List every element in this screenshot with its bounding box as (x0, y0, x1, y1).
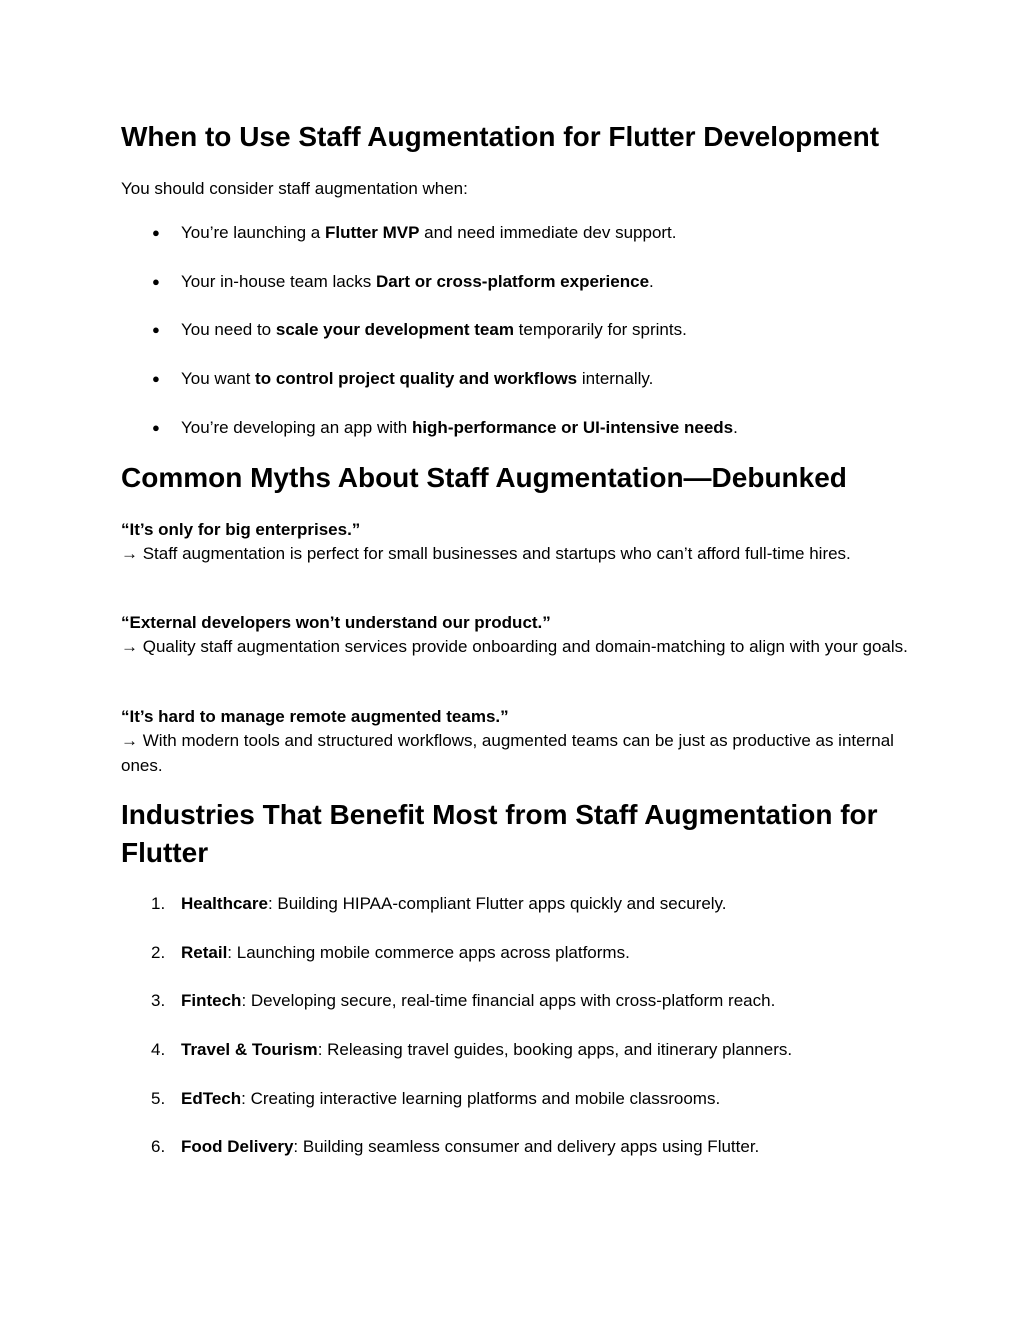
list-item-text: . (733, 417, 738, 437)
myth-answer: → Quality staff augmentation services provide onboarding and domain-matching to align with your goals. (121, 637, 908, 656)
list-item-text: Your in-house team lacks (181, 271, 376, 291)
bullet-icon: ● (152, 225, 160, 240)
bullet-icon: ● (152, 419, 160, 435)
myth-item (121, 611, 911, 660)
list-item (121, 1039, 911, 1061)
list-item (121, 1136, 911, 1158)
industry-name: Travel & Tourism (181, 1040, 318, 1060)
list-item-emphasis: to control project quality and workflows (255, 369, 578, 389)
list-item (121, 1088, 911, 1110)
myth-quote: “External developers won’t understand our product.” (121, 613, 551, 632)
myth-quote: “It’s only for big enterprises.” (121, 520, 361, 539)
section-heading-industries: Industries That Benefit Most from Staff Augmentation for Flutter (121, 799, 878, 868)
list-number: 6. (151, 1137, 166, 1157)
list-number: 1. (151, 894, 166, 913)
list-item (121, 319, 911, 341)
bullet-icon: ● (152, 322, 160, 338)
list-number: 5. (151, 1088, 166, 1108)
list-number: 4. (151, 1040, 166, 1060)
list-item-emphasis: Dart or cross-platform experience (375, 271, 650, 291)
list-item (121, 942, 911, 964)
bullet-icon: ● (152, 273, 160, 289)
list-item-emphasis: high-performance or UI-intensive needs (411, 417, 734, 437)
list-item-text: temporarily for sprints. (513, 320, 687, 340)
industry-name: Healthcare (181, 894, 268, 913)
list-item (121, 417, 911, 439)
industry-name: Retail (181, 942, 228, 962)
myth-item (121, 705, 911, 778)
list-item (121, 271, 911, 293)
section-heading-common-myths: Common Myths About Staff Augmentation—Debunked (121, 462, 847, 493)
industry-description: : Building seamless consumer and delivery apps using Flutter. (293, 1137, 760, 1157)
section-heading-when-to-use: When to Use Staff Augmentation for Flutter Development (121, 121, 880, 152)
list-item (121, 990, 911, 1012)
myth-answer: → With modern tools and structured workflows, augmented teams can be just as productive as internal ones. (121, 731, 894, 775)
list-item (121, 222, 911, 244)
numbered-list (121, 893, 911, 1185)
industry-name: Fintech (181, 991, 242, 1011)
industry-name: EdTech (181, 1088, 242, 1108)
bullet-icon: ● (152, 371, 160, 387)
list-item (121, 893, 911, 915)
myth-quote: “It’s hard to manage remote augmented teams.” (121, 707, 509, 726)
industry-name: Food Delivery (181, 1137, 294, 1157)
list-item-text: You need to (181, 320, 276, 340)
industry-description: : Releasing travel guides, booking apps, and itinerary planners. (317, 1040, 793, 1060)
bullet-list (121, 222, 911, 465)
list-item-text: and need immediate dev support. (419, 223, 677, 242)
list-number: 3. (151, 991, 166, 1011)
myth-answer: → Staff augmentation is perfect for small businesses and startups who can’t afford full-time hires. (121, 544, 851, 563)
industry-description: : Developing secure, real-time financial apps with cross-platform reach. (241, 991, 776, 1011)
list-item-emphasis: Flutter MVP (325, 223, 420, 242)
list-item-text: . (649, 271, 654, 291)
list-item-emphasis: scale your development team (275, 320, 514, 340)
industry-description: : Launching mobile commerce apps across platforms. (227, 942, 630, 962)
list-item-text: You want (181, 369, 256, 389)
list-item-text: You’re developing an app with (181, 417, 412, 437)
industry-description: : Building HIPAA-compliant Flutter apps quickly and securely. (267, 894, 727, 913)
list-item-text: You’re launching a (181, 223, 325, 242)
list-number: 2. (151, 942, 166, 962)
myth-item (121, 518, 911, 567)
list-item (121, 368, 911, 390)
industry-description: : Creating interactive learning platforms and mobile classrooms. (241, 1088, 721, 1108)
intro-paragraph: You should consider staff augmentation when: (121, 179, 468, 198)
list-item-text: internally. (577, 369, 654, 389)
